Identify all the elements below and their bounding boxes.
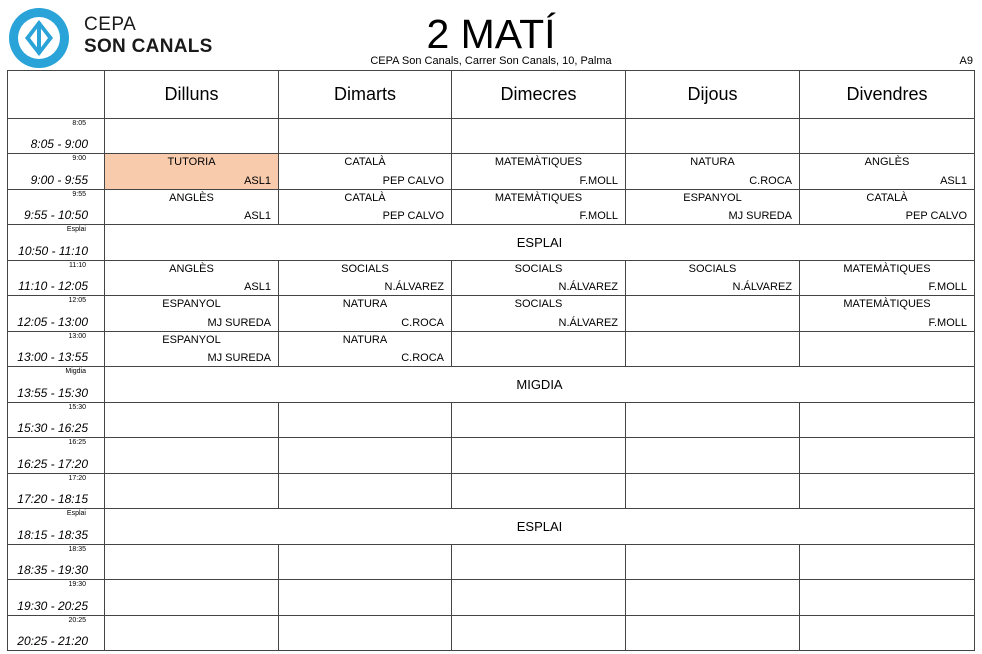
class-cell <box>800 154 975 190</box>
class-cell <box>105 545 279 580</box>
time-slot-row <box>8 509 975 545</box>
class-cell <box>105 332 279 367</box>
time-small-label: 18:35 <box>68 546 86 553</box>
time-slot-row <box>8 225 975 261</box>
teacher-label: PEP CALVO <box>382 210 444 222</box>
timetable-body <box>8 119 975 651</box>
class-cell <box>279 580 452 616</box>
subject-label: CATALÀ <box>344 192 386 204</box>
class-cell <box>105 616 279 651</box>
class-cell <box>452 403 626 438</box>
subject-label: CATALÀ <box>344 156 386 168</box>
subject-label: SOCIALS <box>514 263 563 275</box>
class-cell <box>279 403 452 438</box>
subject-label: SOCIALS <box>341 263 389 275</box>
time-small-label: 17:20 <box>68 475 86 482</box>
time-range: 13:00 - 13:55 <box>17 350 88 364</box>
day-header: Dijous <box>626 71 800 119</box>
class-cell <box>626 261 800 296</box>
timetable <box>7 70 975 651</box>
time-range: 8:05 - 9:00 <box>30 137 88 151</box>
time-range: 17:20 - 18:15 <box>17 492 88 506</box>
class-cell <box>105 154 279 190</box>
teacher-label: N.ÁLVAREZ <box>558 281 618 293</box>
class-cell <box>452 438 626 474</box>
day-header-row <box>8 71 975 119</box>
class-cell <box>279 474 452 509</box>
time-cell <box>8 225 105 261</box>
class-cell <box>279 190 452 225</box>
time-cell <box>8 403 105 438</box>
class-cell <box>279 296 452 332</box>
class-cell <box>800 296 975 332</box>
class-cell <box>626 616 800 651</box>
teacher-label: ASL1 <box>244 210 271 222</box>
class-cell <box>452 190 626 225</box>
time-cell <box>8 509 105 545</box>
class-cell <box>800 119 975 154</box>
subject-label: SOCIALS <box>514 298 563 310</box>
subject-label: ESPANYOL <box>162 334 221 346</box>
time-small-label: Esplai <box>66 510 86 517</box>
subject-label: ESPANYOL <box>162 298 221 310</box>
class-cell <box>279 438 452 474</box>
time-small-label: 9:00 <box>72 155 86 162</box>
teacher-label: ASL1 <box>940 175 967 187</box>
class-cell <box>626 119 800 154</box>
time-small-label: 19:30 <box>68 581 86 588</box>
time-cell <box>8 367 105 403</box>
time-slot-row <box>8 190 975 225</box>
subject-label: NATURA <box>690 156 735 168</box>
brand-top-text: CEPA <box>84 14 137 35</box>
class-cell <box>626 438 800 474</box>
class-cell <box>800 438 975 474</box>
day-header: Divendres <box>800 71 975 119</box>
class-cell <box>279 119 452 154</box>
time-cell <box>8 119 105 154</box>
time-range: 20:25 - 21:20 <box>17 634 88 648</box>
teacher-label: MJ SUREDA <box>207 352 271 364</box>
class-cell <box>452 616 626 651</box>
teacher-label: PEP CALVO <box>905 210 967 222</box>
school-address: CEPA Son Canals, Carrer Son Canals, 10, Palma <box>370 55 612 67</box>
class-cell <box>626 474 800 509</box>
time-range: 18:35 - 19:30 <box>17 563 88 577</box>
class-cell <box>279 545 452 580</box>
teacher-label: ASL1 <box>244 281 271 293</box>
time-small-label: 9:55 <box>72 191 86 198</box>
class-cell <box>626 190 800 225</box>
class-cell <box>626 296 800 332</box>
class-cell <box>626 403 800 438</box>
time-slot-row <box>8 296 975 332</box>
teacher-label: F.MOLL <box>928 281 967 293</box>
class-cell <box>626 545 800 580</box>
class-cell <box>452 296 626 332</box>
class-cell <box>105 190 279 225</box>
time-slot-row <box>8 580 975 616</box>
class-cell <box>800 403 975 438</box>
teacher-label: ASL1 <box>244 175 271 187</box>
time-range: 11:10 - 12:05 <box>18 279 88 293</box>
class-cell <box>279 616 452 651</box>
time-slot-row <box>8 474 975 509</box>
subject-label: ESPANYOL <box>683 192 742 204</box>
time-small-label: 13:00 <box>68 333 86 340</box>
class-cell <box>800 616 975 651</box>
teacher-label: PEP CALVO <box>382 175 444 187</box>
class-cell <box>105 296 279 332</box>
teacher-label: F.MOLL <box>579 210 618 222</box>
subject-label: MATEMÀTIQUES <box>843 298 931 310</box>
teacher-label: F.MOLL <box>579 175 618 187</box>
time-small-label: 12:05 <box>68 297 86 304</box>
time-cell <box>8 474 105 509</box>
time-small-label: 20:25 <box>68 617 86 624</box>
time-slot-row <box>8 119 975 154</box>
class-cell <box>800 332 975 367</box>
time-range: 10:50 - 11:10 <box>18 244 88 258</box>
break-cell: ESPLAI <box>105 509 975 545</box>
subject-label: ANGLÈS <box>169 192 214 204</box>
time-small-label: 8:05 <box>72 120 86 127</box>
time-slot-row <box>8 332 975 367</box>
room-label: A9 <box>959 55 973 67</box>
time-small-label: Esplai <box>66 226 86 233</box>
class-cell <box>452 119 626 154</box>
time-cell <box>8 332 105 367</box>
day-header: Dimecres <box>452 71 626 119</box>
time-cell <box>8 296 105 332</box>
time-small-label: Migdia <box>65 368 86 375</box>
class-cell <box>800 580 975 616</box>
time-range: 9:55 - 10:50 <box>23 208 88 222</box>
time-cell <box>8 261 105 296</box>
class-cell <box>800 545 975 580</box>
time-cell <box>8 190 105 225</box>
subject-label: ANGLÈS <box>169 263 214 275</box>
time-cell <box>8 616 105 651</box>
teacher-label: N.ÁLVAREZ <box>732 281 792 293</box>
day-header: Dimarts <box>279 71 452 119</box>
time-small-label: 15:30 <box>68 404 86 411</box>
class-cell <box>452 332 626 367</box>
time-range: 13:55 - 15:30 <box>17 386 88 400</box>
teacher-label: F.MOLL <box>928 317 967 329</box>
teacher-label: MJ SUREDA <box>207 317 271 329</box>
class-cell <box>452 154 626 190</box>
time-range: 16:25 - 17:20 <box>17 457 88 471</box>
time-slot-row <box>8 261 975 296</box>
subject-label: NATURA <box>342 298 388 310</box>
class-cell <box>105 580 279 616</box>
class-cell <box>626 580 800 616</box>
subject-label: MATEMÀTIQUES <box>494 192 583 204</box>
page-title: 2 MATÍ <box>426 11 556 57</box>
class-cell <box>105 474 279 509</box>
time-cell <box>8 545 105 580</box>
teacher-label: C.ROCA <box>749 175 792 187</box>
teacher-label: C.ROCA <box>401 317 444 329</box>
class-cell <box>452 545 626 580</box>
teacher-label: N.ÁLVAREZ <box>384 281 444 293</box>
time-range: 15:30 - 16:25 <box>17 421 88 435</box>
corner-cell <box>8 71 105 119</box>
class-cell <box>105 403 279 438</box>
teacher-label: MJ SUREDA <box>728 210 792 222</box>
class-cell <box>452 580 626 616</box>
class-cell <box>626 332 800 367</box>
brand-bottom-text: SON CANALS <box>84 36 213 57</box>
class-cell <box>626 154 800 190</box>
time-cell <box>8 580 105 616</box>
time-slot-row <box>8 154 975 190</box>
time-slot-row <box>8 438 975 474</box>
subject-label: ANGLÈS <box>864 156 910 168</box>
subject-label: CATALÀ <box>866 192 908 204</box>
subject-label: TUTORIA <box>167 156 216 168</box>
class-cell <box>452 261 626 296</box>
class-cell <box>105 438 279 474</box>
time-cell <box>8 438 105 474</box>
class-cell <box>105 119 279 154</box>
break-cell: MIGDIA <box>105 367 975 403</box>
class-cell <box>800 474 975 509</box>
class-cell <box>279 332 452 367</box>
time-slot-row <box>8 403 975 438</box>
time-range: 18:15 - 18:35 <box>17 528 88 542</box>
time-small-label: 16:25 <box>68 439 86 446</box>
teacher-label: N.ÁLVAREZ <box>558 317 618 329</box>
subject-label: MATEMÀTIQUES <box>843 263 931 275</box>
day-header: Dilluns <box>105 71 279 119</box>
time-small-label: 11:10 <box>69 262 86 269</box>
time-slot-row <box>8 367 975 403</box>
break-cell: ESPLAI <box>105 225 975 261</box>
time-range: 19:30 - 20:25 <box>17 599 88 613</box>
time-range: 9:00 - 9:55 <box>30 173 88 187</box>
class-cell <box>800 261 975 296</box>
subject-label: NATURA <box>342 334 388 346</box>
class-cell <box>105 261 279 296</box>
teacher-label: C.ROCA <box>401 352 444 364</box>
class-cell <box>452 474 626 509</box>
class-cell <box>279 154 452 190</box>
class-cell <box>800 190 975 225</box>
class-cell <box>279 261 452 296</box>
time-slot-row <box>8 545 975 580</box>
time-slot-row <box>8 616 975 651</box>
time-range: 12:05 - 13:00 <box>17 315 88 329</box>
subject-label: SOCIALS <box>688 263 737 275</box>
time-cell <box>8 154 105 190</box>
subject-label: MATEMÀTIQUES <box>494 156 583 168</box>
